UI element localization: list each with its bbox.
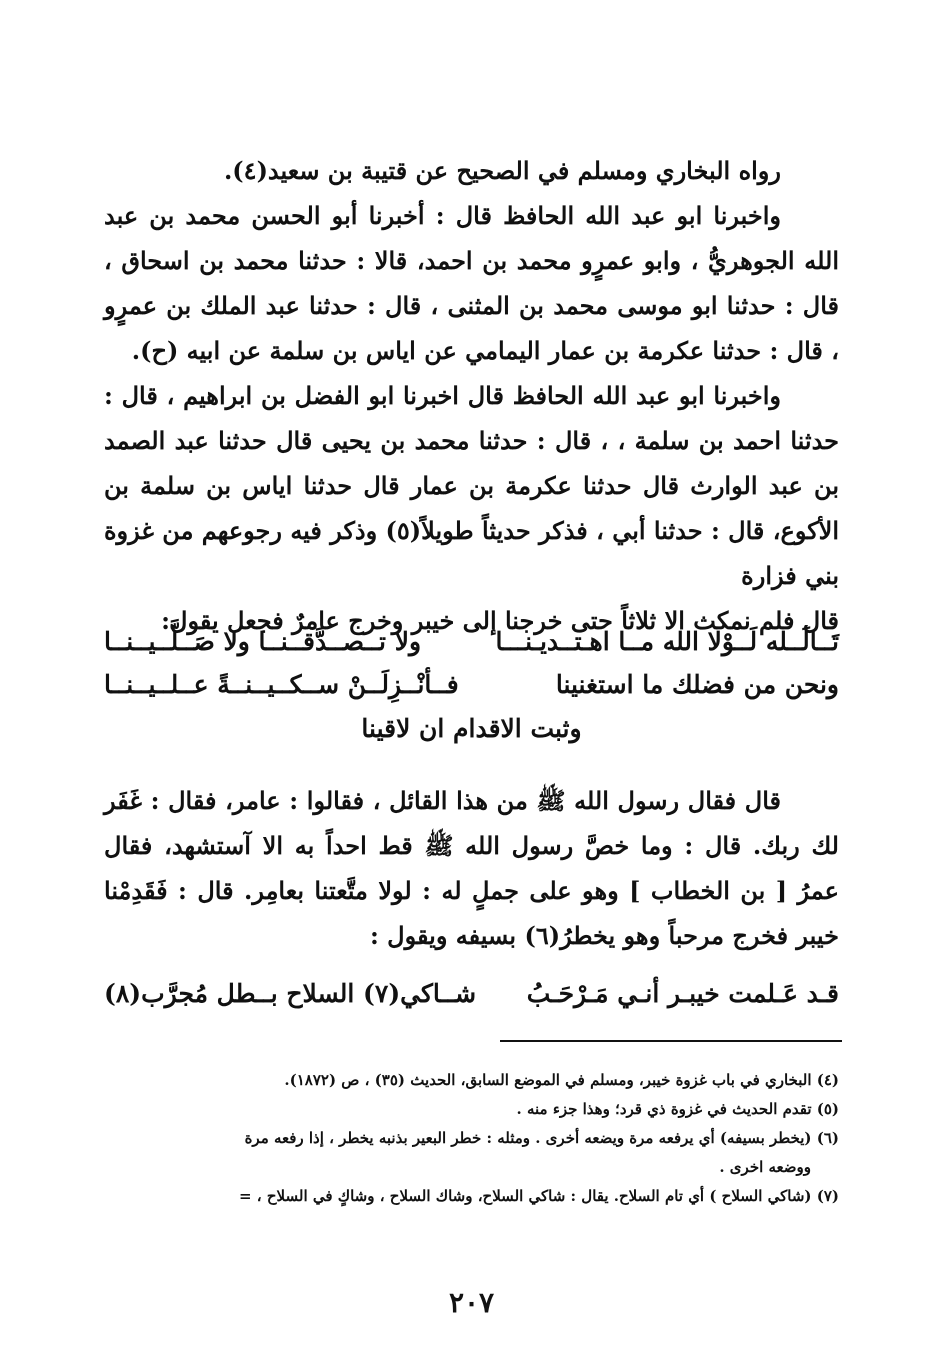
page-number: ٢٠٧	[448, 1286, 495, 1319]
poem-hemistich-left: شــاكي(٧) السلاح بــطل مُجرَّب(٨)	[104, 979, 477, 1008]
poem-verse	[104, 620, 839, 663]
footnote-separator	[500, 1040, 842, 1042]
poem-hemistich-left: فــأنْــزِلَــنْ ســكــيــنــةً عــلــيــنــا	[104, 670, 459, 699]
poem-verse-center: وثبت الاقدام ان لاقينا	[361, 714, 582, 743]
body-paragraph: واخبرنا ابو عبد الله الحافظ قال : أخبرنا أبو الحسن محمد بن عبد الله الجوهريُّ ، وابو عمرٍو محمد بن احمد، قالا : حدثنا محمد بن اسحاق ، قال : حدثنا ابو موسى محمد بن المثنى ، قال : حدثنا عبد الملك بن عمرٍو ، قال : حدثنا عكرمة بن عمار اليمامي عن اياس بن سلمة عن ابيه (ح).	[104, 201, 839, 365]
body-paragraph: قال فقال رسول الله ﷺ من هذا القائل ، فقالوا : عامر، فقال : غَفَر لك ربك. قال : وما خصَّ رسول الله ﷺ قط احداً به الا آستشهد، فقال عمرُ [ بن الخطاب ] وهو على جملٍ له : لولا متَّعتنا بعامِر. قال : فَقَدِمْنا خيبر فخرج مرحباً وهو يخطرُ(٦) بسيفه ويقول :	[104, 786, 839, 950]
footnote-continuation: ووضعه اخرى .	[719, 1158, 811, 1176]
poem-hemistich-right: تَــالَــله لَــوْلا الله مــا اهـتــديـنـــا	[495, 627, 839, 656]
main-text-block-2	[104, 778, 839, 958]
poem-verse-2	[104, 970, 839, 1018]
poem-hemistich-right: ونحن من فضلك ما استغنينا	[555, 670, 839, 699]
footnotes-block	[104, 1066, 839, 1211]
main-text-block	[104, 148, 839, 643]
poem-hemistich-right: قـد عَـلمت خيبـر أنـي مَـرْحَـبُ	[526, 979, 839, 1008]
poem-hemistich-left: ولا تــصــدَّقــنــا ولا صَــلَّــيــنــا	[104, 627, 422, 656]
body-paragraph: رواه البخاري ومسلم في الصحيح عن قتيبة بن سعيد(٤).	[223, 156, 781, 185]
body-paragraph: قال فلم نمكث الا ثلاثاً حتى خرجنا إلى خيبر وخرج عامرٌ فجعل يقول:	[161, 606, 839, 635]
footnote: (٧) (شاكي السلاح ) أي تام السلاح. يقال : شاكي السلاح، وشاك السلاح ، وشاكٍ في السلاح ، =	[239, 1187, 839, 1205]
footnote: (٤) البخاري في باب غزوة خيبر، ومسلم في الموضع السابق، الحديث (٣٥) ، ص (١٨٧٢).	[284, 1071, 839, 1089]
footnote: (٥) تقدم الحديث في غزوة ذي قرد؛ وهذا جزء منه .	[516, 1100, 839, 1118]
body-paragraph: واخبرنا ابو عبد الله الحافظ قال اخبرنا ابو الفضل بن ابراهيم ، قال : حدثنا احمد بن سلمة ، ، قال : حدثنا محمد بن يحيى قال حدثنا عبد الصمد بن عبد الوارث قال حدثنا عكرمة بن عمار قال حدثنا اياس بن سلمة بن الأكوع، قال : حدثنا أبي ، فذكر حديثاً طويلاً(٥) وذكر فيه رجوعهم من غزوة بني فزارة	[103, 381, 839, 590]
poem-block	[104, 620, 839, 752]
poem-verse	[104, 663, 839, 706]
footnote: (٦) (يخطر بسيفه) أي يرفعه مرة ويضعه أخرى . ومثله : خطر البعير بذنبه يخطر ، إذا رفعه مرة	[244, 1129, 839, 1147]
